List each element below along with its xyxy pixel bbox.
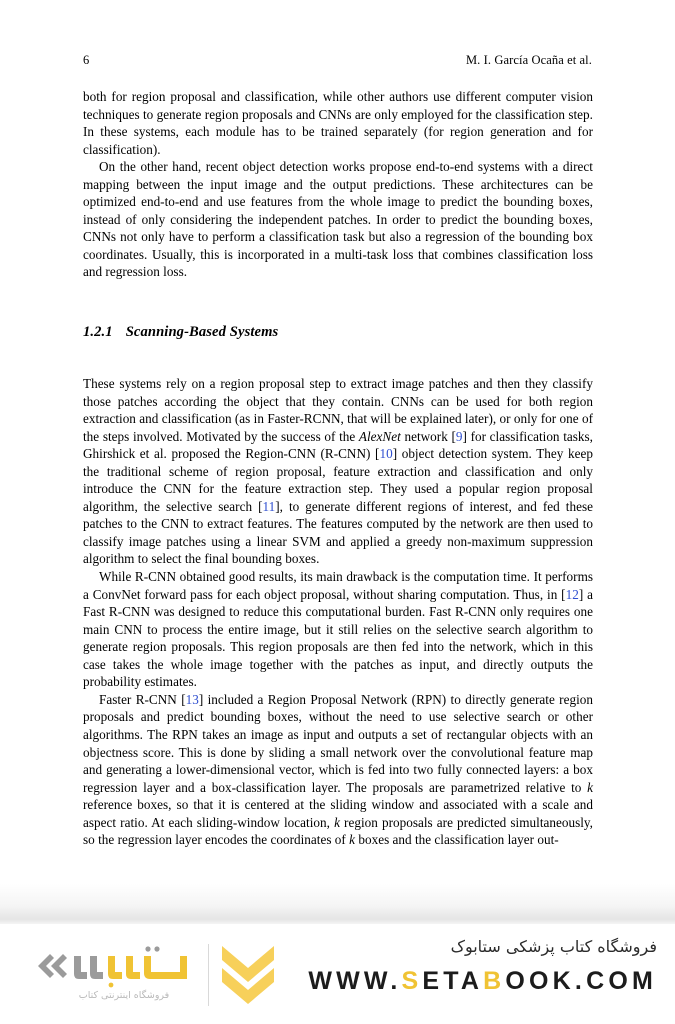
variable-k: k [349,832,356,848]
heading-space-before [83,281,593,323]
section-heading [83,323,593,342]
variable-k: k [587,779,593,795]
text-run: Faster R-CNN [ [99,691,186,707]
text-run: ] for classification tasks, Ghirshick et al. proposed the Region-CNN (R-CNN) [ [83,428,593,462]
paragraph-continued: both for region proposal and classification, while other authors use different computer vision techniques to generate region proposals and CNNs are only employed for the classification step. In these systems, each module has to be trained separately (for region generation and for classification). [83,89,593,157]
setabook-logo[interactable] [30,928,270,1020]
page-number: 6 [83,53,90,67]
text-run: ] included a Region Proposal Network (RPN) to directly generate region proposals and predict bounding boxes, without the need to use selective search or other algorithms. The RPN takes an image as input and outputs a set of rectangular objects with an objectness score. This is done by sliding a small network over the convolutional feature map and generating a lower-dimensional vector, which is fed into two fully connected layers: a box regression layer and a box-classification layer. The proposals are parametrized relative to [83,691,593,795]
running-head [83,50,592,70]
text-run: region proposals are predicted simultaneously, so the regression layer encodes the coordinates of [83,814,593,848]
url-part: WWW. [308,967,402,995]
variable-k: k [334,814,340,830]
page-bottom-shadow [0,884,675,924]
logo-tagline: فروشگاه اینترنتی کتاب [78,990,170,1001]
text-run: While R-CNN obtained good results, its main drawback is the computation time. It performs a ConvNet forward pass for each object proposal, without sharing computation. Thus, in [ [83,569,593,602]
citation-link-13[interactable]: 13 [185,691,199,707]
logo-divider [208,944,209,1006]
section-title: Scanning-Based Systems [125,324,279,341]
text-run: ], to generate different regions of interest, and fed these patches to the CNN to extract features. The features computed by the network are then used to classify image patches using a linear SVM and applied a greedy non-maximum suppression algorithm to select the final bounding boxes. [83,498,593,567]
citation-link-10[interactable]: 10 [379,446,393,462]
paragraph-rcnn [83,375,593,568]
url-part: ETA [422,967,484,995]
brand-text-block [237,932,657,998]
text-run: ] object detection system. They keep the traditional scheme of region proposal, feature extraction and classification and only introduce the CNN for the feature extraction step. They used a popular region proposal algorithm, the selective search [ [83,446,593,514]
heading-space-after [83,342,593,375]
url-part-highlight: S [401,967,423,995]
brand-url[interactable] [237,964,657,998]
citation-link-11[interactable]: 11 [262,498,276,514]
footer-watermark-banner [0,924,675,1024]
alexnet-italic: AlexNet [358,428,401,444]
citation-link-12[interactable]: 12 [565,586,579,602]
section-number: 1.2.1 [83,324,113,341]
text-run: boxes and the classification layer out- [355,832,559,848]
setabook-wordmark-icon [30,942,202,988]
paragraph-faster-rcnn [83,691,593,849]
running-head-authors: M. I. García Ocaña et al. [465,53,592,67]
url-part: OOK.COM [505,967,657,995]
url-part-highlight: B [483,967,506,995]
text-run: reference boxes, so that it is centered at the sliding window and associated with a scale and aspect ratio. At each sliding-window location, [83,797,593,830]
brand-tagline-fa: فروشگاه کتاب پزشکی ستابوک [450,937,657,956]
paragraph-end-to-end-systems: On the other hand, recent object detection works propose end-to-end systems with a direct mapping between the input image and the output predictions. These architectures can be optimized end-to-end and use features from the whole image to predict the bounding boxes, instead of only considering the independent patches. In order to predict the bounding boxes, CNNs not only have to perform a classification task but also a regression of the bounding box coordinates. Usually, this is incorporated in a multi-task loss that combines classification loss and regression loss. [83,159,593,280]
citation-link-9[interactable]: 9 [455,428,463,444]
text-column [83,88,593,849]
text-run: network [ [400,428,456,444]
text-run: ] a Fast R-CNN was designed to reduce this computational burden. Fast R-CNN only requires one main CNN to process the entire image, but it still relies on the selective search algorithm to generate region proposals. This region proposals are then fed into the network, which in this case takes the whole image together with the patches as input, and directly outputs the probability estimates. [83,586,593,690]
text-run: These systems rely on a region proposal step to extract image patches and then they classify those patches according the object that they contain. CNNs can be used for both region extraction and classification (as in Faster-RCNN, that will be explained later), or only for one of the steps involved. Motivated by the success of the [83,376,593,444]
paragraph-fast-rcnn [83,568,593,691]
